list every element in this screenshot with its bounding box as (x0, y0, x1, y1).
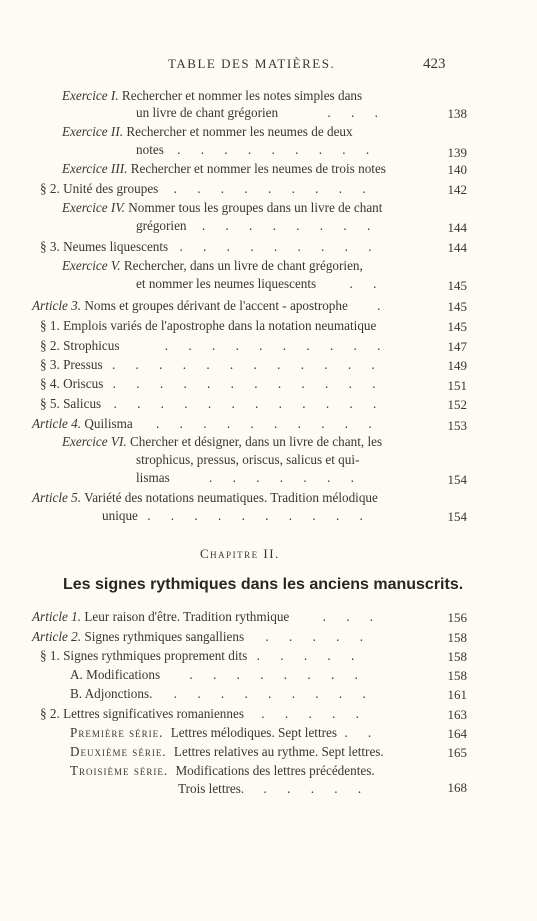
leader-dots: . . . . . (261, 706, 368, 721)
entry-text: § 2. Strophicus (40, 338, 120, 353)
chapter-title: Les signes rythmiques dans les anciens manuscrits. (63, 576, 464, 593)
leader-dots: . . . . . . . . . . . . (112, 376, 384, 391)
toc-line (32, 608, 382, 625)
entry-page: 140 (447, 162, 467, 177)
entry-page: 154 (447, 472, 467, 487)
toc-line (136, 275, 385, 292)
entry-text: Rechercher et nommer les neumes de trois notes (130, 161, 386, 176)
toc-line (62, 87, 362, 104)
article-label: Article 2. (32, 629, 82, 644)
entry-page: 145 (447, 319, 467, 334)
entry-text: lismas (136, 470, 170, 485)
toc-line (62, 160, 386, 177)
toc-line (32, 297, 389, 314)
leader-dots: . . . (327, 105, 387, 120)
entry-text: Quilisma (84, 416, 133, 431)
toc-line (136, 469, 362, 486)
entry-text: A. Modifications (70, 667, 161, 682)
leader-dots: . . . . . . . . (201, 218, 379, 233)
entry-text: § 1. Emplois variés de l'apostrophe dans la notation neumatique (40, 318, 377, 333)
toc-line (40, 356, 383, 373)
toc-line (102, 507, 371, 524)
entry-page: 152 (447, 397, 467, 412)
entry-page: 158 (447, 668, 467, 683)
entry-text: strophicus, pressus, oriscus, salicus et qui- (136, 452, 360, 467)
toc-line (70, 685, 374, 702)
entry-page: 145 (447, 299, 467, 314)
entry-text: § 2. Lettres significatives romaniennes (40, 706, 244, 721)
exercise-label: Exercice VI. (62, 434, 127, 449)
toc-line (40, 647, 363, 664)
article-label: Article 3. (32, 298, 82, 313)
series-label: Première série. (70, 725, 164, 740)
toc-line (32, 628, 372, 645)
toc-line (40, 317, 376, 334)
entry-text: Lettres mélodiques. Sept lettres (170, 725, 338, 740)
leader-dots: . . . . . . . . . . (164, 338, 389, 353)
leader-dots: . . . . . . . . . (173, 686, 375, 701)
toc-line (40, 180, 374, 197)
toc-line (62, 433, 382, 450)
toc-line (62, 123, 353, 140)
series-label: Troisième série. (70, 763, 169, 778)
leader-dots: . . (349, 276, 385, 291)
entry-text: unique (102, 508, 138, 523)
leader-dots: . . . . . . . . . . . . (113, 396, 385, 411)
toc-line (178, 780, 370, 797)
toc-line (40, 375, 384, 392)
entry-page: 154 (447, 509, 467, 524)
exercise-label: Exercice III. (62, 161, 128, 176)
toc-line (40, 705, 367, 722)
article-label: Article 4. (32, 416, 82, 431)
leader-dots: . . . . . (263, 781, 370, 796)
toc-line (32, 415, 380, 432)
entry-page: 147 (447, 339, 467, 354)
entry-page: 144 (447, 240, 467, 255)
toc-line (136, 217, 379, 234)
entry-page: 142 (447, 182, 467, 197)
article-label: Article 1. (32, 609, 82, 624)
entry-text: Rechercher et nommer les notes simples dans (121, 88, 363, 103)
entry-text: § 2. Unité des groupes (40, 181, 159, 196)
entry-text: Leur raison d'être. Tradition rythmique (84, 609, 290, 624)
entry-text: et nommer les neumes liquescents (136, 276, 317, 291)
toc-line (62, 199, 382, 216)
toc-line (40, 337, 389, 354)
entry-page: 144 (447, 220, 467, 235)
exercise-label: Exercice IV. (62, 200, 125, 215)
entry-text: notes (136, 142, 164, 157)
entry-text: Signes rythmiques sangalliens (84, 629, 245, 644)
toc-line (136, 104, 386, 121)
entry-page: 161 (447, 687, 467, 702)
entry-text: Modifications des lettres précédentes. (175, 763, 375, 778)
entry-page: 153 (447, 418, 467, 433)
entry-text: Rechercher, dans un livre de chant grégorien, (123, 258, 363, 273)
entry-text: § 5. Salicus (40, 396, 102, 411)
running-header: TABLE DES MATIÈRES. (168, 56, 336, 71)
leader-dots: . . . (322, 609, 382, 624)
leader-dots: . . . . . . . . . . (147, 508, 372, 523)
toc-line (32, 489, 378, 506)
entry-page: 138 (447, 106, 467, 121)
entry-page: 156 (447, 610, 467, 625)
exercise-label: Exercice II. (62, 124, 124, 139)
page-number: 423 (423, 56, 446, 72)
leader-dots: . (377, 298, 389, 313)
entry-text: § 3. Pressus (40, 357, 103, 372)
leader-dots: . . . . . (256, 648, 363, 663)
entry-page: 158 (447, 630, 467, 645)
entry-text: Lettres relatives au rythme. Sept lettres. (173, 744, 384, 759)
entry-text: Rechercher et nommer les neumes de deux (126, 124, 353, 139)
entry-page: 149 (447, 358, 467, 373)
leader-dots: . . . . . . . . (189, 667, 367, 682)
entry-text: § 3. Neumes liquescents (40, 239, 169, 254)
toc-line (40, 395, 385, 412)
entry-text: un livre de chant grégorien (136, 105, 279, 120)
toc-line (136, 141, 378, 158)
entry-page: 158 (447, 649, 467, 664)
leader-dots: . . . . . . . . . . . . (111, 357, 384, 372)
exercise-label: Exercice V. (62, 258, 121, 273)
entry-text: Nommer tous les groupes dans un livre de chant (128, 200, 383, 215)
leader-dots: . . . . . (265, 629, 372, 644)
toc-line (62, 257, 363, 274)
toc-line (136, 451, 359, 468)
series-label: Deuxième série. (70, 744, 167, 759)
entry-page: 163 (447, 707, 467, 722)
leader-dots: . . (344, 725, 380, 740)
entry-page: 151 (447, 378, 467, 393)
entry-text: Chercher et désigner, dans un livre de chant, les (129, 434, 383, 449)
leader-dots: . . . . . . . . . (179, 239, 381, 254)
entry-text: Variété des notations neumatiques. Tradition mélodique (84, 490, 378, 505)
leader-dots: . . . . . . . (209, 470, 363, 485)
exercise-label: Exercice I. (62, 88, 119, 103)
entry-text: Noms et groupes dérivant de l'accent - apostrophe (84, 298, 348, 313)
entry-text: B. Adjonctions. (70, 686, 153, 701)
entry-page: 139 (447, 145, 467, 160)
entry-page: 165 (447, 745, 467, 760)
entry-page: 145 (447, 278, 467, 293)
entry-text: § 4. Oriscus (40, 376, 104, 391)
toc-line (70, 724, 380, 741)
leader-dots: . . . . . . . . . (177, 142, 378, 157)
chapter-label: Chapitre II. (200, 546, 280, 561)
toc-line (70, 762, 375, 779)
toc-line (70, 666, 366, 683)
entry-text: Trois lettres. (178, 781, 245, 796)
entry-text: § 1. Signes rythmiques proprement dits (40, 648, 248, 663)
article-label: Article 5. (32, 490, 82, 505)
entry-text: grégorien (136, 218, 187, 233)
leader-dots: . . . . . . . . . (173, 181, 375, 196)
entry-page: 168 (447, 780, 467, 795)
toc-line (70, 743, 384, 760)
toc-line (40, 238, 380, 255)
leader-dots: . . . . . . . . . . (156, 416, 381, 431)
entry-page: 164 (447, 726, 467, 741)
